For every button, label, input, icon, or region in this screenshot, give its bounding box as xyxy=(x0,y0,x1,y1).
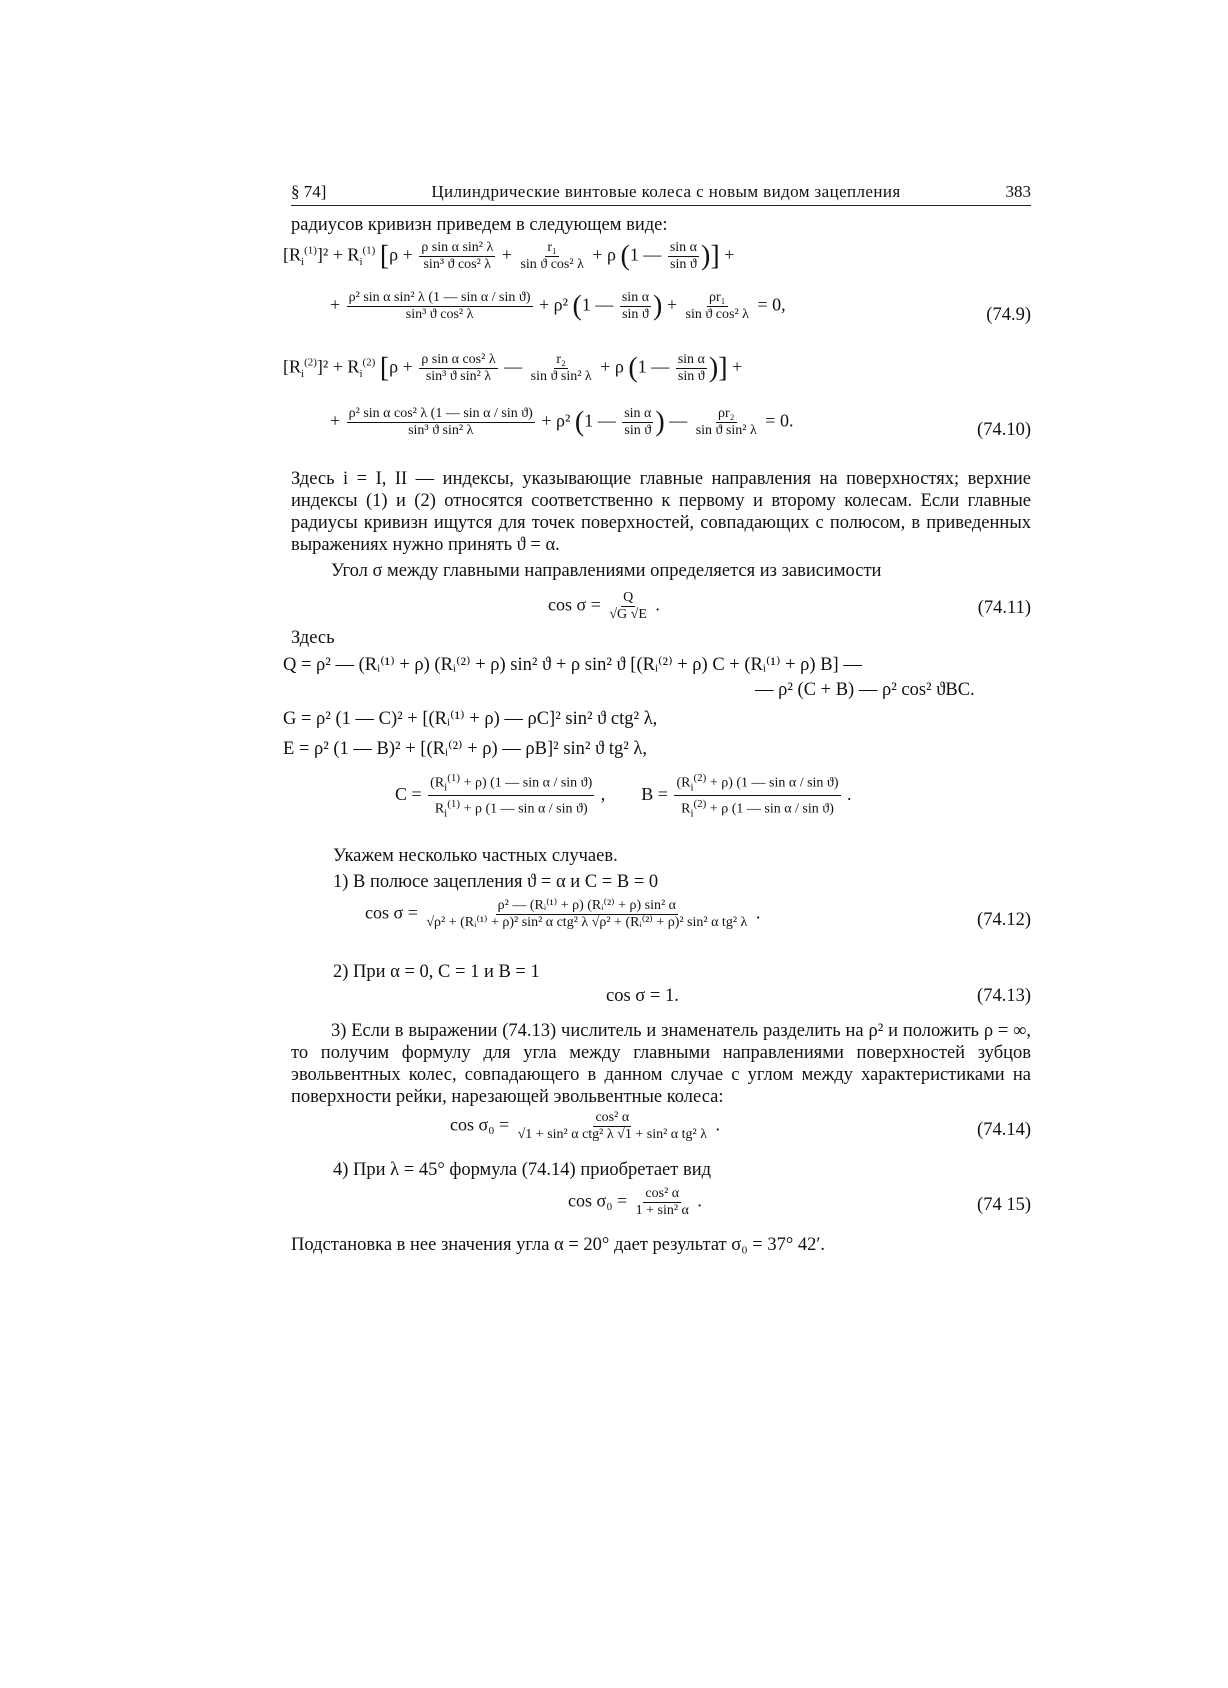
final-paragraph: Подстановка в нее значения угла α = 20° дает результат σ₀ = 37° 42′. xyxy=(291,1235,826,1255)
equation-number-74-9: (74.9) xyxy=(986,305,1031,325)
eq-74-12-den: √ρ² + (Rᵢ⁽¹⁾ + ρ)² sin² α ctg² λ √ρ² + (Rᵢ⁽²⁾ + ρ)² sin² α tg² λ xyxy=(426,915,748,930)
e-formula: E = ρ² (1 — B)² + [(Rᵢ⁽²⁾ + ρ) — ρB]² sin² ϑ tg² λ, xyxy=(283,739,648,759)
eq-74-15-lhs: cos σ₀ = xyxy=(568,1190,628,1211)
equation-number-74-15: (74 15) xyxy=(977,1195,1031,1215)
intro-line: радиусов кривизн приведем в следующем виде: xyxy=(291,215,668,235)
section-marker: § 74] xyxy=(291,182,327,201)
eq-74-11-num: Q xyxy=(623,590,634,605)
equation-number-74-11: (74.11) xyxy=(977,598,1031,618)
paragraph-angle: Угол σ между главными направлениями определяется из зависимости xyxy=(331,561,882,581)
running-header xyxy=(291,182,1031,206)
equation-number-74-12: (74.12) xyxy=(977,910,1031,930)
equation-74-12: cos σ = ρ² — (Rᵢ⁽¹⁾ + ρ) (Rᵢ⁽²⁾ + ρ) sin² α √ρ² + (Rᵢ⁽¹⁾ + ρ)² sin² α ctg² λ √ρ² + (Rᵢ⁽²⁾ + ρ)² sin² α tg² λ . xyxy=(365,898,761,930)
eq-74-12-num: ρ² — (Rᵢ⁽¹⁾ + ρ) (Rᵢ⁽²⁾ + ρ) sin² α xyxy=(497,898,677,913)
zdes-label: Здесь xyxy=(291,628,335,648)
equation-74-14: cos σ₀ = $\frac{\text{cos² α}}{\text{√1 + sin² α ctg² λ √1 + sin² α tg² λ}}$ . xyxy=(450,1110,720,1142)
paragraph-case-3: 3) Если в выражении (74.13) числитель и знаменатель разделить на ρ² и положить ρ = ∞, то получим формулу для угла между главными направлениями поверхностей зубцов эвольвентных колес, совпадающего в данном случае с углом между характеристиками на поверхности рейки, нарезающей эвольвентные колеса: xyxy=(291,1021,1031,1107)
eq-74-14-lhs: cos σ₀ = xyxy=(450,1114,510,1135)
case-2: 2) При α = 0, C = 1 и B = 1 xyxy=(333,962,540,982)
equation-number-74-10: (74.10) xyxy=(977,420,1031,440)
equation-74-10-line1: $[R_i^{(2)}]^2 + R_i^{(2)}$ [ρ + $\frac{\text{ρ sin α cos² λ}}{\text{sin³ ϑ sin² λ}}$ — $\frac{\text{r₂}}{\text{sin ϑ sin² λ}}$ + ρ (1 — $\frac{\text{sin α}}{\text{sin ϑ}}$ )] + xyxy=(283,352,743,384)
g-formula: G = ρ² (1 — C)² + [(Rᵢ⁽¹⁾ + ρ) — ρC]² sin² ϑ ctg² λ, xyxy=(283,709,658,729)
eq-74-14-den: √1 + sin² α ctg² λ √1 + sin² α tg² λ xyxy=(517,1127,707,1142)
eq-74-15-den: 1 + sin² α xyxy=(635,1203,689,1218)
eq-74-12-lhs: cos σ = xyxy=(365,902,418,923)
cases-intro: Укажем несколько частных случаев. xyxy=(333,846,618,866)
equation-74-15: cos σ₀ = $\frac{\text{cos² α}}{\text{1 + sin² α}}$ . xyxy=(568,1186,702,1218)
eq-74-15-num: cos² α xyxy=(645,1186,680,1201)
page-number: 383 xyxy=(1005,182,1031,201)
equation-number-74-14: (74.14) xyxy=(977,1120,1031,1140)
header-title: Цилиндрические винтовые колеса с новым видом зацепления xyxy=(431,182,901,201)
equation-74-13: cos σ = 1. xyxy=(606,986,679,1006)
eq-74-11-lhs: cos σ = xyxy=(548,594,601,615)
c-and-b-formulas: C = $\frac{(R_i^{(1)} + \rho) (1 — \sin \alpha / \sin ϑ)}{R_i^{(1)} + \rho (1 — \sin \alpha / \sin ϑ)}$ , B = $\frac{(R_i^{(2)} + \rho) (1 — \sin \alpha / \sin ϑ)}{R_i^{(2)} + \rho (1 — \sin \alpha / \sin ϑ)}$ . xyxy=(395,772,852,820)
q-formula-line2: — ρ² (C + B) — ρ² cos² ϑBC. xyxy=(755,680,975,700)
equation-74-9-line2: + $\frac{\text{ρ² sin α sin² λ (1 — sin α / sin ϑ)}}{\text{sin³ ϑ cos² λ}}$ + ρ² (1 — $\frac{\text{sin α}}{\text{sin ϑ}}$ ) + $\frac{\text{ρr₁}}{\text{sin ϑ cos² λ}}$ = 0, xyxy=(330,290,786,322)
equation-74-10-line2: + $\frac{\text{ρ² sin α cos² λ (1 — sin α / sin ϑ)}}{\text{sin³ ϑ sin² λ}}$ + ρ² (1 — $\frac{\text{sin α}}{\text{sin ϑ}}$ ) — $\frac{\text{ρr₂}}{\text{sin ϑ sin² λ}}$ = 0. xyxy=(330,406,794,438)
equation-74-11: cos σ = $\frac{Q}{√G √E}$ . xyxy=(548,590,660,622)
case-1: 1) В полюсе зацепления ϑ = α и C = B = 0 xyxy=(333,872,659,892)
q-formula-line1: Q = ρ² — (Rᵢ⁽¹⁾ + ρ) (Rᵢ⁽²⁾ + ρ) sin² ϑ + ρ sin² ϑ [(Rᵢ⁽²⁾ + ρ) C + (Rᵢ⁽¹⁾ + ρ) B] — xyxy=(283,655,862,675)
equation-74-9-line1: $[R_i^{(1)}]^2 + R_i^{(1)}$ [ρ + $\frac{\text{ρ sin α sin² λ}}{\text{sin³ ϑ cos² λ}}$ + $\frac{\text{r₁}}{\text{sin ϑ cos² λ}}$ + ρ (1 — $\frac{\text{sin α}}{\text{sin ϑ}}$ )] + xyxy=(283,240,735,272)
equation-number-74-13: (74.13) xyxy=(977,986,1031,1006)
eq-74-11-den: √G √E xyxy=(609,607,647,622)
paragraph-indices: Здесь i = I, II — индексы, указывающие главные направления на поверхностях; верхние индексы (1) и (2) относятся соответственно к первому и второму колесам. Если главные радиусы кривизн ищутся для точек поверхностей, совпадающих с полюсом, в приведенных выражениях нужно принять ϑ = α. xyxy=(291,469,1031,555)
case-4: 4) При λ = 45° формула (74.14) приобретает вид xyxy=(333,1160,712,1180)
eq-74-14-num: cos² α xyxy=(595,1110,630,1125)
